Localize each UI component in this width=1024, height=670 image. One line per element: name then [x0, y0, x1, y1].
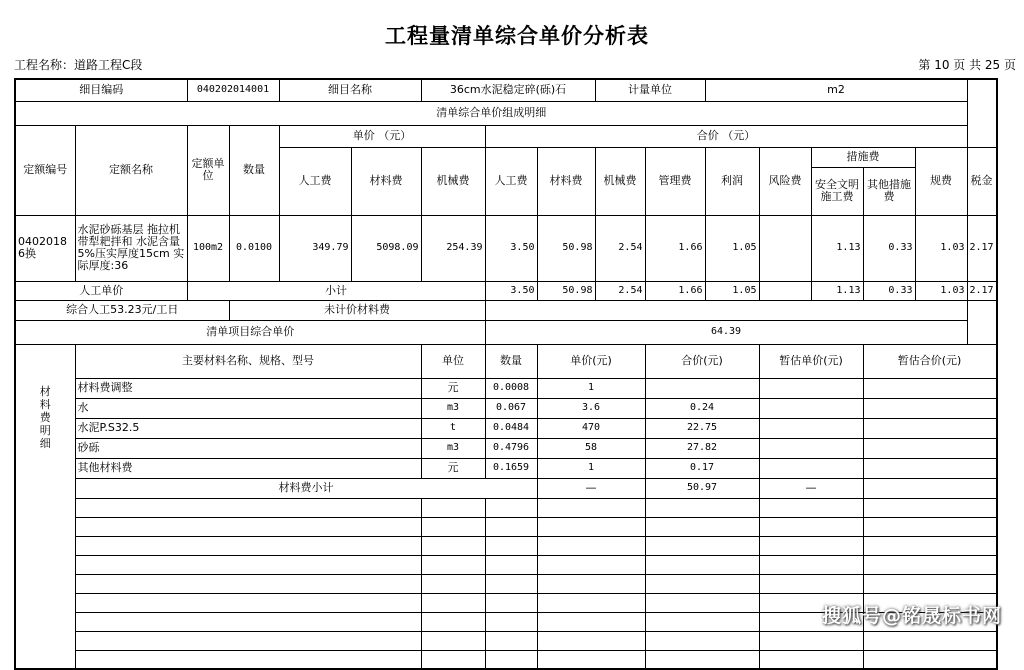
- material-subtotal-price: —: [537, 478, 645, 498]
- material-est-total: [863, 438, 997, 458]
- t-risk: [759, 215, 811, 281]
- material-subtotal-est-unit: —: [759, 478, 863, 498]
- sub-labor: 3.50: [485, 281, 537, 300]
- sub-mgmt: 1.66: [645, 281, 705, 300]
- material-total: 0.17: [645, 458, 759, 478]
- unit-price-total-value: 64.39: [485, 320, 967, 344]
- material-est-total: [863, 378, 997, 398]
- labor-price-label: 人工单价: [15, 281, 187, 300]
- empty-row: [15, 536, 997, 555]
- item-header-row: [15, 79, 997, 101]
- material-total: 27.82: [645, 438, 759, 458]
- name-value: 36cm水泥稳定碎(砾)石: [421, 79, 595, 101]
- material-name: 材料费调整: [75, 378, 421, 398]
- code-value: 040202014001: [187, 79, 279, 101]
- unpriced-material-value: [485, 300, 967, 320]
- material-unit: 元: [421, 458, 485, 478]
- empty-row: [15, 631, 997, 650]
- material-row: [15, 458, 997, 478]
- material-price: 1: [537, 378, 645, 398]
- sub-other: 0.33: [863, 281, 915, 300]
- material-est-unit: [759, 378, 863, 398]
- quota-qty: 0.0100: [229, 215, 279, 281]
- material-row: [15, 378, 997, 398]
- unit-price-total-label: 清单项目综合单价: [15, 320, 485, 344]
- project-name: 工程名称：道路工程C段: [14, 58, 143, 72]
- sub-fees: 1.03: [915, 281, 967, 300]
- sub-risk: [759, 281, 811, 300]
- material-est-total: [863, 418, 997, 438]
- col-total-price: 合价 （元）: [485, 125, 967, 147]
- col-t-profit: 利润: [705, 147, 759, 215]
- sub-profit: 1.05: [705, 281, 759, 300]
- unit-value: m2: [705, 79, 967, 101]
- material-est-total: [863, 458, 997, 478]
- material-est-unit: [759, 418, 863, 438]
- empty-row: [15, 517, 997, 536]
- col-t-mgmt: 管理费: [645, 147, 705, 215]
- t-other: 0.33: [863, 215, 915, 281]
- empty-row: [15, 498, 997, 517]
- col-qty: 数量: [229, 125, 279, 215]
- material-unit: t: [421, 418, 485, 438]
- empty-row: [15, 650, 997, 669]
- t-profit: 1.05: [705, 215, 759, 281]
- quota-unit: 100m2: [187, 215, 229, 281]
- material-subtotal-est-total: [863, 478, 997, 498]
- sub-machine: 2.54: [595, 281, 645, 300]
- mat-col-total: 合价(元): [645, 344, 759, 378]
- unit-price-total-row: [15, 320, 997, 344]
- materials-side-label: 材料费明细: [15, 344, 75, 669]
- mat-col-est-total: 暂估合价(元): [863, 344, 997, 378]
- composition-title-row: [15, 101, 997, 125]
- material-est-unit: [759, 438, 863, 458]
- col-t-risk: 风险费: [759, 147, 811, 215]
- document-title: 工程量清单综合单价分析表: [385, 23, 649, 48]
- material-price: 3.6: [537, 398, 645, 418]
- mat-col-est-unit: 暂估单价(元): [759, 344, 863, 378]
- t-machine: 2.54: [595, 215, 645, 281]
- material-price: 470: [537, 418, 645, 438]
- material-name: 水: [75, 398, 421, 418]
- col-tax: 税金: [967, 147, 997, 215]
- sub-material: 50.98: [537, 281, 595, 300]
- labor-rate-row: [15, 300, 997, 320]
- col-measures: 措施费: [811, 147, 915, 167]
- subtotal-row: [15, 281, 997, 300]
- material-qty: 0.0008: [485, 378, 537, 398]
- material-row: [15, 398, 997, 418]
- t-tax: 2.17: [967, 215, 997, 281]
- material-qty: 0.067: [485, 398, 537, 418]
- col-quota-unit: 定额单位: [187, 125, 229, 215]
- labor-rate: 综合人工53.23元/工日: [15, 300, 229, 320]
- sub-safety: 1.13: [811, 281, 863, 300]
- u-material: 5098.09: [351, 215, 421, 281]
- materials-header-row: [15, 344, 997, 378]
- watermark: 搜狐号@铭晟标书网: [821, 605, 1002, 627]
- composition-title: 清单综合单价组成明细: [15, 101, 967, 125]
- mat-col-qty: 数量: [485, 344, 537, 378]
- column-group-row: [15, 125, 997, 147]
- material-name: 砂砾: [75, 438, 421, 458]
- material-price: 1: [537, 458, 645, 478]
- material-unit: 元: [421, 378, 485, 398]
- material-subtotal-row: [15, 478, 997, 498]
- col-quota-code: 定额编号: [15, 125, 75, 215]
- t-labor: 3.50: [485, 215, 537, 281]
- material-subtotal-total: 50.97: [645, 478, 759, 498]
- mat-col-name: 主要材料名称、规格、型号: [75, 344, 421, 378]
- material-subtotal-label: 材料费小计: [75, 478, 537, 498]
- empty-row: [15, 555, 997, 574]
- material-row: [15, 438, 997, 458]
- mat-col-unit: 单位: [421, 344, 485, 378]
- col-other-measures: 其他措施费: [863, 167, 915, 215]
- material-unit: m3: [421, 438, 485, 458]
- name-label: 细目名称: [279, 79, 421, 101]
- material-row: [15, 418, 997, 438]
- mat-col-unit-price: 单价(元): [537, 344, 645, 378]
- col-u-machine: 机械费: [421, 147, 485, 215]
- material-est-total: [863, 398, 997, 418]
- t-material: 50.98: [537, 215, 595, 281]
- quota-row: [15, 215, 997, 281]
- material-total: [645, 378, 759, 398]
- t-fees: 1.03: [915, 215, 967, 281]
- unit-label: 计量单位: [595, 79, 705, 101]
- material-qty: 0.1659: [485, 458, 537, 478]
- col-u-labor: 人工费: [279, 147, 351, 215]
- quota-code: 04020186换: [15, 215, 75, 281]
- quota-name: 水泥砂砾基层 拖拉机带犁耙拌和 水泥含量5%压实厚度15cm 实际厚度:36: [75, 215, 187, 281]
- u-labor: 349.79: [279, 215, 351, 281]
- t-safety: 1.13: [811, 215, 863, 281]
- col-safety: 安全文明施工费: [811, 167, 863, 215]
- subtotal-label: 小计: [187, 281, 485, 300]
- material-est-unit: [759, 458, 863, 478]
- material-qty: 0.4796: [485, 438, 537, 458]
- material-price: 58: [537, 438, 645, 458]
- code-label: 细目编码: [15, 79, 187, 101]
- sub-tax: 2.17: [967, 281, 997, 300]
- unpriced-material-label: 未计价材料费: [229, 300, 485, 320]
- col-fees: 规费: [915, 147, 967, 215]
- empty-row: [15, 574, 997, 593]
- col-t-labor: 人工费: [485, 147, 537, 215]
- u-machine: 254.39: [421, 215, 485, 281]
- material-name: 其他材料费: [75, 458, 421, 478]
- col-quota-name: 定额名称: [75, 125, 187, 215]
- col-u-material: 材料费: [351, 147, 421, 215]
- analysis-table: [14, 78, 998, 670]
- col-unit-price: 单价 （元）: [279, 125, 485, 147]
- col-t-material: 材料费: [537, 147, 595, 215]
- material-name: 水泥P.S32.5: [75, 418, 421, 438]
- col-t-machine: 机械费: [595, 147, 645, 215]
- material-est-unit: [759, 398, 863, 418]
- material-qty: 0.0484: [485, 418, 537, 438]
- material-unit: m3: [421, 398, 485, 418]
- material-total: 0.24: [645, 398, 759, 418]
- t-mgmt: 1.66: [645, 215, 705, 281]
- page-indicator: 第 10 页 共 25 页: [918, 58, 1016, 72]
- material-total: 22.75: [645, 418, 759, 438]
